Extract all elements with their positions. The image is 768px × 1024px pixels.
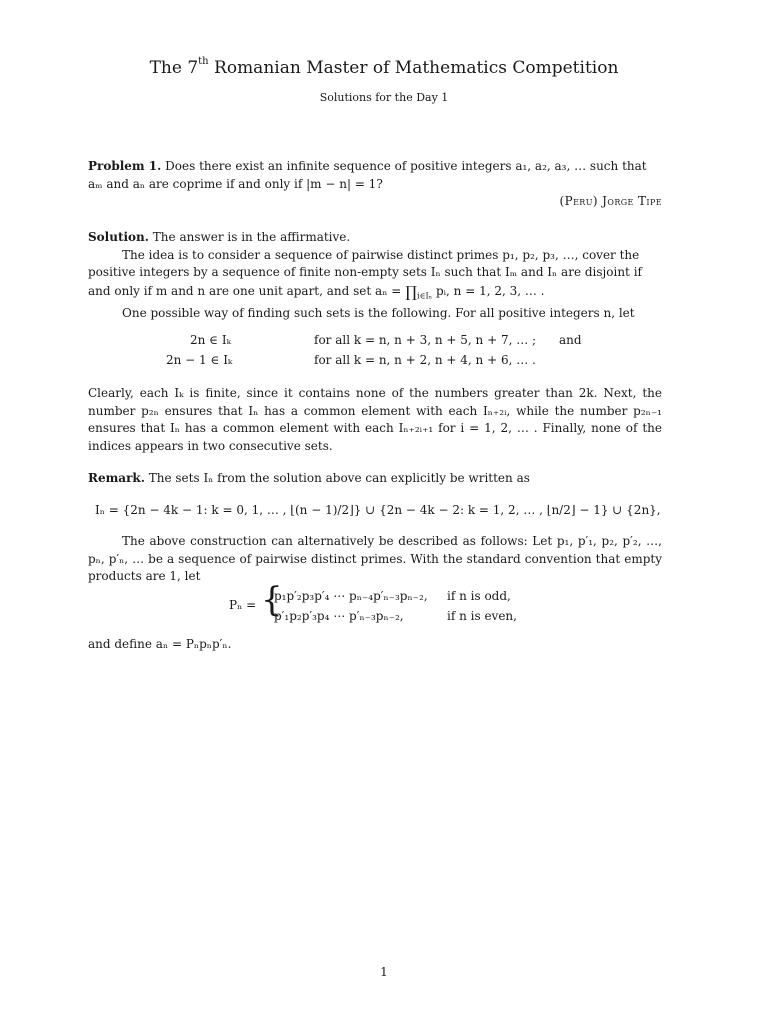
remark-intro: The sets Iₙ from the solution above can explicitly be written as <box>148 471 530 485</box>
remark-label: Remark. <box>88 471 145 485</box>
problem-line-1 <box>88 158 662 176</box>
display-row-1-condition: for all k = n, n + 3, n + 5, n + 7, … ; <box>314 333 537 347</box>
product-subscript: i∈Iₙ <box>417 291 433 301</box>
solution-paragraph-2: One possible way of finding such sets is the following. For all positive integers n, let <box>122 305 635 320</box>
problem-attribution: (Peru) Jorge Tipe <box>559 194 662 209</box>
page-title <box>0 58 768 78</box>
problem-text-2: aₘ and aₙ are coprime if and only if |m − n| = 1? <box>88 176 383 191</box>
title-superscript: th <box>198 56 209 68</box>
case-1-expression: p₁p′₂p₃p′₄ ⋯ pₙ₋₄p′ₙ₋₃pₙ₋₂, <box>274 589 428 603</box>
problem-label: Problem 1. <box>88 159 162 173</box>
pn-lhs: Pₙ = <box>229 598 257 612</box>
solution-paragraph-1 <box>88 247 662 305</box>
product-symbol: ∏ <box>405 282 418 301</box>
solution-p1-a: The idea is to consider a sequence of pairwise distinct primes p₁, p₂, p₃, …, cover the positive integers by a sequence of finite non-empty sets Iₙ such that Iₘ and Iₙ are disjoint if and only if m and n are one unit apart, and set aₙ = <box>88 247 642 298</box>
display-row-2-left: 2n − 1 ∈ Iₖ <box>166 353 233 367</box>
remark-closing: and define aₙ = Pₙpₙp′ₙ. <box>88 637 232 651</box>
solution-label: Solution. <box>88 230 149 244</box>
solution-p1-b: pᵢ, n = 1, 2, 3, … . <box>432 283 545 298</box>
display-row-1-and: and <box>559 333 582 347</box>
solution-answer: The answer is in the affirmative. <box>152 230 351 244</box>
display-row-2-condition: for all k = n, n + 2, n + 4, n + 6, … . <box>314 353 536 367</box>
display-row-1-left: 2n ∈ Iₖ <box>190 333 231 347</box>
problem-statement <box>88 158 662 211</box>
problem-text-1: Does there exist an infinite sequence of positive integers a₁, a₂, a₃, … such that <box>165 159 647 173</box>
title-suffix: Romanian Master of Mathematics Competition <box>208 58 619 78</box>
solution-paragraph-3: Clearly, each Iₖ is finite, since it contains none of the numbers greater than 2k. Next, the number p₂ₙ ensures that Iₙ has a common element with each Iₙ₊₂ᵢ, while the number p₂ₙ₋₁ ensures that Iₙ has a common element with each Iₙ₊₂ᵢ₊₁ for i = 1, 2, … . Finally, none of the indices appears in two consecutive sets. <box>88 386 662 453</box>
case-2-expression: p′₁p₂p′₃p₄ ⋯ p′ₙ₋₃pₙ₋₂, <box>274 609 404 623</box>
cases-brace: { <box>261 580 283 620</box>
remark-formula: Iₙ = {2n − 4k − 1: k = 0, 1, … , ⌊(n − 1)/2⌋} ∪ {2n − 4k − 2: k = 1, 2, … , ⌊n/2⌋ − 1} ∪ {2n}, <box>95 503 661 517</box>
solution-answer-line <box>88 229 662 247</box>
solution-block <box>88 229 662 322</box>
page-subtitle: Solutions for the Day 1 <box>319 91 449 104</box>
title-prefix: The 7 <box>149 58 199 78</box>
remark-intro-line <box>88 470 662 488</box>
case-2-condition: if n is even, <box>447 609 517 623</box>
case-1-condition: if n is odd, <box>447 589 511 603</box>
page-number: 1 <box>380 965 388 979</box>
remark-paragraph: The above construction can alternatively be described as follows: Let p₁, p′₁, p₂, p′₂, …, pₙ, p′ₙ, … be a sequence of pairwise distinct primes. With the standard convention that empty products are 1, let <box>88 534 662 584</box>
